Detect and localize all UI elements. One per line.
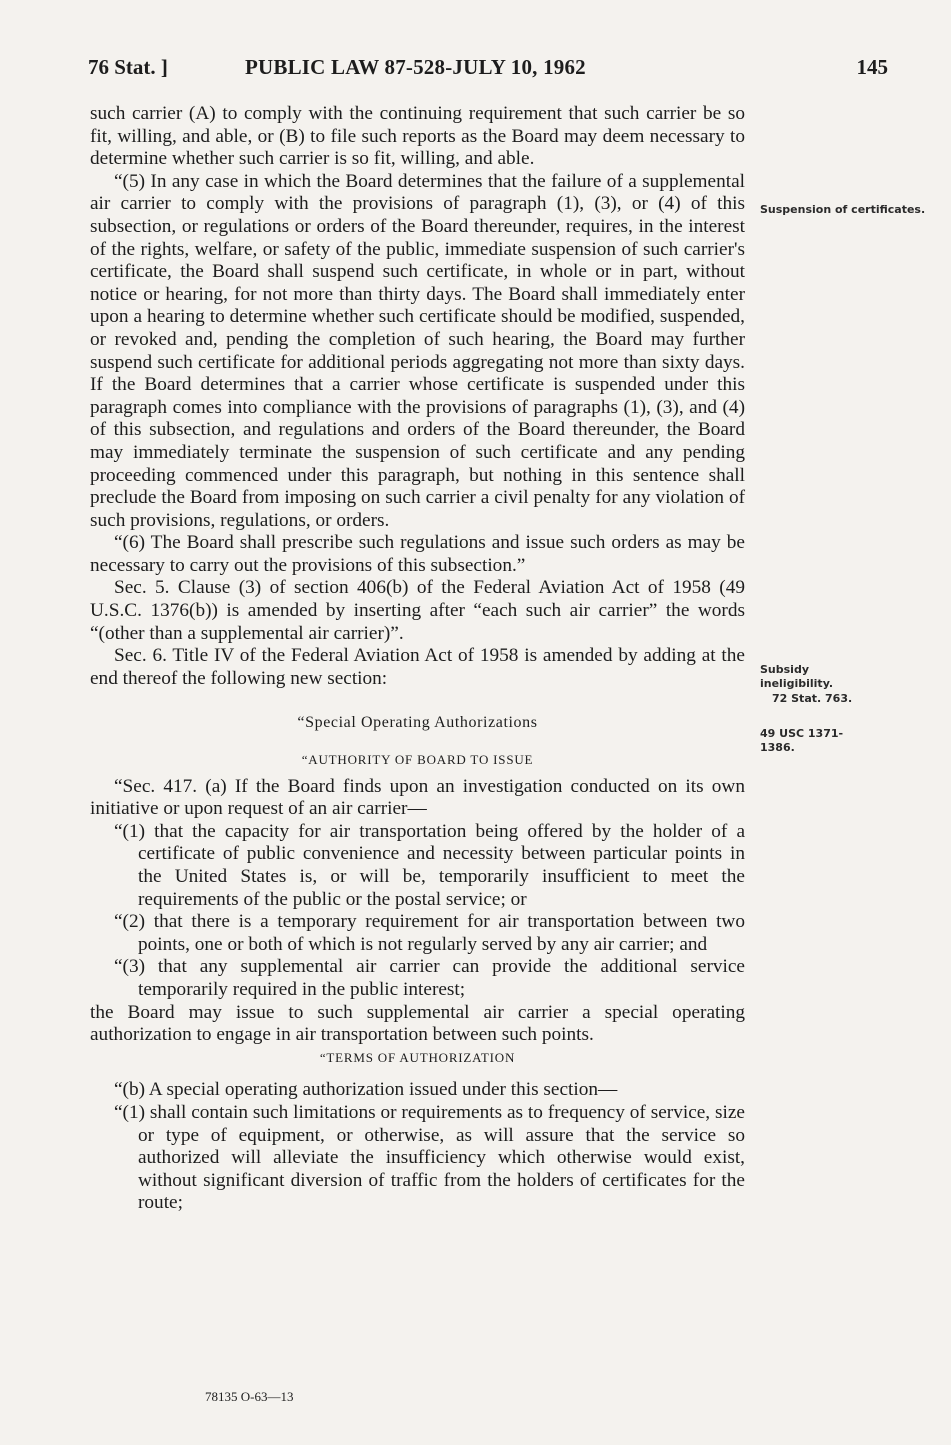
heading-terms-of-authorization: “TERMS OF AUTHORIZATION xyxy=(319,1049,516,1065)
margin-note-suspension: Suspension of certificates. xyxy=(760,203,926,216)
page-number: 145 xyxy=(856,55,888,79)
margin-note-subsidy: Subsidy ineligibility. xyxy=(760,663,834,690)
paragraph-board-may-issue: the Board may issue to such supplemental air carrier a special operating authorization to engage in air transportation between such points. xyxy=(90,1001,745,1046)
page-title: PUBLIC LAW 87-528-JULY 10, 1962 xyxy=(245,55,586,79)
footer-print-code: 78135 O-63—13 xyxy=(205,1389,294,1404)
paragraph-sec-6: Sec. 6. Title IV of the Federal Aviation Act of 1958 is amended by adding at the end thereof the following new section: xyxy=(90,645,745,689)
paragraph-sec-417-a: “Sec. 417. (a) If the Board finds upon an investigation conducted on its own initiative or upon request of an air carrier— xyxy=(90,775,745,820)
paragraph-suspension: “(5) In any case in which the Board determines that the failure of a supplemental air carrier to comply with the provisions of paragraph (1), (3), or (4) of this subsection, or regulations or orders of the Board thereunder, requires, in the interest of the rights, welfare, or safety of the public, immediate suspension of such carrier's certificate, the Board shall suspend such certificate, in whole or in part, without notice or hearing, for not more than thirty days. The Board shall immediately enter upon a hearing to determine whether such certificate should be modified, suspended, or revoked and, pending the completion of such hearing, the Board may further suspend such certificate for additional periods aggregating not more than sixty days. If the Board determines that a carrier whose certificate is suspended under this paragraph comes into compliance with the provisions of paragraphs (1), (3), and (4) of this subsection, and regulations and orders of the Board thereunder, the Board may immediately terminate the suspension of such certificate and any pending proceeding commenced under this paragraph, but nothing in this sentence shall preclude the Board from imposing on such carrier a civil penalty for any violation of such provisions, regulations, or orders. xyxy=(90,170,745,531)
heading-special-operating-authorizations: “Special Operating Authorizations xyxy=(297,714,538,732)
paragraph-sec-5: Sec. 5. Clause (3) of section 406(b) of the Federal Aviation Act of 1958 (49 U.S.C. 1376(b)) is amended by inserting after “each such air carrier” the words “(other than a supplemental air carrier)”. xyxy=(90,577,745,644)
heading-authority-of-board: “AUTHORITY OF BOARD TO ISSUE xyxy=(301,752,534,768)
margin-note-usc: 49 USC 1371-1386. xyxy=(760,727,844,754)
page-header xyxy=(88,55,888,85)
paragraph-regulations: “(6) The Board shall prescribe such regulations and issue such orders as may be necessary to carry out the provisions of this subsection.” xyxy=(90,532,745,576)
document-body xyxy=(90,103,745,1215)
clause-a-2: “(2) that there is a temporary requirement for air transportation between two points, one or both of which is not regularly served by any air carrier; and xyxy=(114,911,745,955)
clause-a-1: “(1) that the capacity for air transportation being offered by the holder of a certificate of public convenience and necessity between particular points in the United States is, or will be, temporarily insufficient to meet the requirements of the public or the postal service; or xyxy=(114,820,745,910)
clause-a-3: “(3) that any supplemental air carrier can provide the additional service temporarily required in the public interest; xyxy=(114,956,745,1000)
paragraph-continuation: such carrier (A) to comply with the continuing requirement that such carrier be so fit, willing, and able, or (B) to file such reports as the Board may deem necessary to determine whether such carrier is so fit, willing, and able. xyxy=(90,103,745,170)
paragraph-sec-417-b: “(b) A special operating authorization issued under this section— xyxy=(114,1079,618,1101)
volume-reference: 76 Stat. ] xyxy=(88,55,168,79)
clause-b-1: “(1) shall contain such limitations or requirements as to frequency of service, size or type of equipment, or otherwise, as will assure that the service so authorized will alleviate the insufficiency which otherwise would exist, without significant diversion of traffic from the holders of certificates for the route; xyxy=(114,1101,745,1214)
margin-note-subsidy-ref: 72 Stat. 763. xyxy=(772,692,853,705)
